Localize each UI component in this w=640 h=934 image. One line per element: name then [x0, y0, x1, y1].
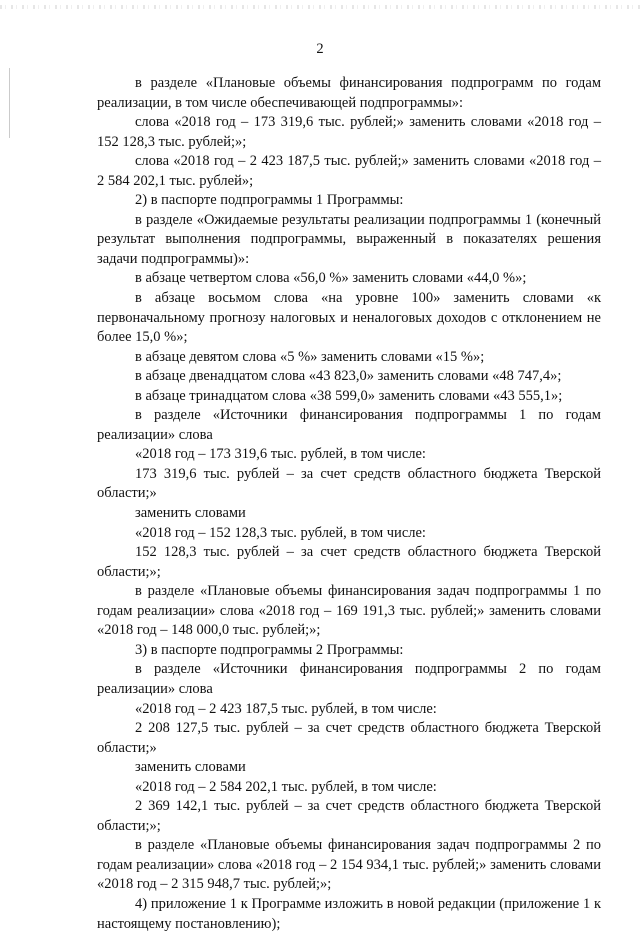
paragraph: в разделе «Источники финансирования подпрограммы 1 по годам реализации» слова	[97, 407, 601, 443]
paragraph: в абзаце четвертом слова «56,0 %» заменить словами «44,0 %»;	[135, 270, 527, 287]
paragraph: «2018 год – 2 584 202,1 тыс. рублей, в том числе:	[135, 778, 437, 795]
paragraph: 2) в паспорте подпрограммы 1 Программы:	[135, 192, 404, 209]
document-body	[97, 74, 601, 934]
paragraph: 4) приложение 1 к Программе изложить в новой редакции (приложение 1 к настоящему постановлению);	[97, 895, 601, 932]
paragraph: в разделе «Плановые объемы финансирования подпрограмм по годам реализации, в том числе обеспечивающей подпрограммы»:	[97, 75, 601, 111]
paragraph: в разделе «Ожидаемые результаты реализации подпрограммы 1 (конечный результат выполнения подпрограммы, выраженный в показателях решения задачи подпрограммы)»:	[97, 211, 601, 267]
paragraph: 3) в паспорте подпрограммы 2 Программы:	[135, 641, 404, 658]
paragraph: 2 208 127,5 тыс. рублей – за счет средств областного бюджета Тверской области;»	[97, 720, 601, 756]
paragraph: «2018 год – 2 423 187,5 тыс. рублей, в том числе:	[135, 700, 437, 717]
paragraph: слова «2018 год – 2 423 187,5 тыс. рублей;» заменить словами «2018 год – 2 584 202,1 тыс. рублей»;	[97, 153, 601, 189]
paragraph: в разделе «Источники финансирования подпрограммы 2 по годам реализации» слова	[97, 661, 601, 697]
paragraph: заменить словами	[135, 759, 246, 776]
page-number: 2	[316, 41, 324, 57]
paragraph: «2018 год – 152 128,3 тыс. рублей, в том числе:	[135, 524, 426, 541]
paragraph: «2018 год – 173 319,6 тыс. рублей, в том числе:	[135, 446, 426, 463]
paragraph: 152 128,3 тыс. рублей – за счет средств областного бюджета Тверской области;»;	[97, 544, 601, 580]
scan-artifact-top	[0, 5, 640, 9]
paragraph: слова «2018 год – 173 319,6 тыс. рублей;» заменить словами «2018 год – 152 128,3 тыс. рублей;»;	[97, 114, 601, 150]
paragraph: 2 369 142,1 тыс. рублей – за счет средств областного бюджета Тверской области;»;	[97, 798, 601, 834]
paragraph: в абзаце тринадцатом слова «38 599,0» заменить словами «43 555,1»;	[135, 387, 563, 404]
paragraph: в абзаце двенадцатом слова «43 823,0» заменить словами «48 747,4»;	[135, 368, 562, 385]
paragraph: в разделе «Плановые объемы финансирования задач подпрограммы 1 по годам реализации» слова «2018 год – 169 191,3 тыс. рублей;» заменить словами «2018 год – 148 000,0 тыс. рублей;»;	[97, 583, 601, 639]
paragraph: в абзаце восьмом слова «на уровне 100» заменить словами «к первоначальному прогнозу налоговых и неналоговых доходов с отклонением не более 15,0 %»;	[97, 290, 601, 346]
scan-artifact-left	[9, 68, 10, 138]
paragraph: в абзаце девятом слова «5 %» заменить словами «15 %»;	[135, 348, 485, 365]
paragraph: 173 319,6 тыс. рублей – за счет средств областного бюджета Тверской области;»	[97, 465, 601, 502]
paragraph: в разделе «Плановые объемы финансирования задач подпрограммы 2 по годам реализации» слова «2018 год – 2 154 934,1 тыс. рублей;» заменить словами «2018 год – 2 315 948,7 тыс. рублей;»;	[97, 837, 601, 893]
paragraph: заменить словами	[135, 505, 246, 522]
